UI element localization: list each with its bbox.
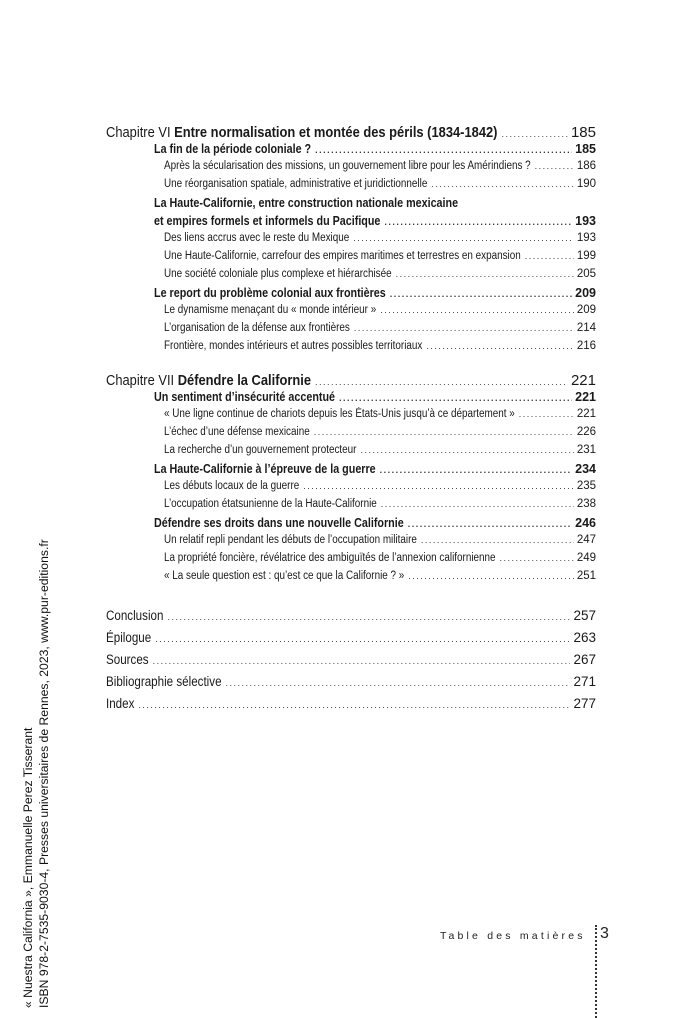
page-number: 221 (570, 372, 596, 389)
leader-dots (303, 481, 574, 491)
subsection-title: Les débuts locaux de la guerre (164, 480, 300, 492)
copyright-sidebar (20, 539, 52, 1008)
toc-chapter-7[interactable] (106, 372, 596, 390)
toc-subsection[interactable] (106, 480, 596, 498)
toc-section[interactable] (106, 516, 596, 534)
toc-subsection[interactable] (106, 570, 596, 588)
subsection-title: Une société coloniale plus complexe et hiérarchisée (164, 268, 392, 280)
toc-subsection[interactable] (106, 408, 596, 426)
table-of-contents (106, 124, 596, 718)
page-number: 267 (573, 652, 596, 667)
folio-page-number: 3 (600, 925, 609, 942)
chapter-label: Chapitre VII (106, 372, 175, 389)
subsection-title: L’échec d’une défense mexicaine (164, 426, 310, 438)
subsection-title: « La seule question est : qu’est ce que la Californie ? » (164, 570, 405, 582)
chapter-label: Chapitre VI (106, 124, 171, 141)
subsection-title: L’occupation étatsunienne de la Haute-Californie (164, 498, 377, 510)
subsection-title: Frontière, mondes intérieurs et autres possibles territoriaux (164, 340, 423, 352)
page-number: 186 (576, 160, 596, 172)
leader-dots (167, 612, 570, 622)
leader-dots (380, 305, 574, 315)
toc-back-epilogue[interactable] (106, 630, 596, 652)
page-number: 190 (576, 178, 596, 190)
leader-dots (519, 409, 574, 419)
page-number: 238 (576, 498, 596, 510)
leader-dots (353, 233, 574, 243)
leader-dots (421, 535, 574, 545)
running-footer-title: Table des matières (440, 930, 586, 942)
page-number: 271 (573, 674, 596, 689)
leader-dots (315, 377, 568, 387)
spacer (106, 588, 596, 608)
page-number: 214 (576, 322, 596, 334)
page-number: 263 (573, 630, 596, 645)
leader-dots (153, 656, 571, 666)
section-title: La fin de la période coloniale ? (154, 142, 312, 156)
leader-dots (354, 323, 574, 333)
toc-back-bibliography[interactable] (106, 674, 596, 696)
toc-subsection[interactable] (106, 322, 596, 340)
leader-dots (396, 269, 574, 279)
section-title-line1: La Haute-Californie, entre construction nationale mexicaine (154, 196, 459, 210)
toc-section[interactable] (106, 390, 596, 408)
toc-section[interactable] (106, 286, 596, 304)
page-number: 277 (573, 696, 596, 711)
section-title: Le report du problème colonial aux frontières (154, 286, 386, 300)
section-title: Défendre ses droits dans une nouvelle Californie (154, 516, 404, 530)
leader-dots (315, 145, 572, 155)
sidebar-line-2: ISBN 978-2-7535-9030-4, Presses universitaires de Rennes, 2023, www.pur-editions.fr (37, 539, 51, 1008)
toc-subsection[interactable] (106, 552, 596, 570)
toc-subsection[interactable] (106, 304, 596, 322)
leader-dots (525, 251, 574, 261)
toc-section-line1[interactable] (106, 196, 596, 214)
toc-subsection[interactable] (106, 534, 596, 552)
toc-back-conclusion[interactable] (106, 608, 596, 630)
toc-subsection[interactable] (106, 232, 596, 250)
page-number: 221 (575, 390, 596, 404)
leader-dots (535, 161, 574, 171)
toc-subsection[interactable] (106, 340, 596, 358)
section-title: Un sentiment d’insécurité accentué (154, 390, 336, 404)
leader-dots (381, 499, 574, 509)
page-number: 185 (575, 142, 596, 156)
leader-dots (226, 678, 571, 688)
back-matter-title: Index (106, 696, 135, 711)
page-number: 226 (576, 426, 596, 438)
leader-dots (408, 519, 572, 529)
leader-dots (314, 427, 574, 437)
subsection-title: La propriété foncière, révélatrice des ambiguïtés de l’annexion californienne (164, 552, 496, 564)
page-number: 199 (576, 250, 596, 262)
chapter-title: Défendre la Californie (177, 372, 312, 389)
leader-dots (500, 553, 574, 563)
leader-dots (360, 445, 573, 455)
leader-dots (431, 179, 573, 189)
leader-dots (408, 571, 574, 581)
subsection-title: L’organisation de la défense aux frontières (164, 322, 350, 334)
page-number: 251 (576, 570, 596, 582)
toc-subsection[interactable] (106, 178, 596, 196)
toc-subsection[interactable] (106, 426, 596, 444)
toc-subsection[interactable] (106, 444, 596, 462)
leader-dots (138, 700, 570, 710)
page-number: 246 (575, 516, 596, 530)
section-title: La Haute-Californie à l’épreuve de la guerre (154, 462, 376, 476)
subsection-title: Un relatif repli pendant les débuts de l’occupation militaire (164, 534, 417, 546)
page-number: 221 (576, 408, 596, 420)
page-number: 249 (576, 552, 596, 564)
toc-section[interactable] (106, 462, 596, 480)
page-number: 257 (573, 608, 596, 623)
page-number: 193 (576, 232, 596, 244)
leader-dots (390, 289, 572, 299)
subsection-title: Après la sécularisation des missions, un gouvernement libre pour les Amérindiens ? (164, 160, 531, 172)
back-matter-title: Sources (106, 652, 149, 667)
page-number: 209 (576, 304, 596, 316)
page-number: 216 (576, 340, 596, 352)
page-number: 231 (576, 444, 596, 456)
page-number: 234 (575, 462, 596, 476)
leader-dots (501, 129, 568, 139)
back-matter-title: Conclusion (106, 608, 164, 623)
toc-subsection[interactable] (106, 160, 596, 178)
subsection-title: La recherche d’un gouvernement protecteur (164, 444, 357, 456)
leader-dots (155, 634, 570, 644)
toc-subsection[interactable] (106, 250, 596, 268)
footer-dotted-rule (595, 925, 597, 1018)
subsection-title: Le dynamisme menaçant du « monde intérieur » (164, 304, 377, 316)
back-matter-title: Épilogue (106, 630, 152, 645)
toc-section[interactable] (106, 142, 596, 160)
sidebar-line-1: « Nuestra California », Emmanuelle Perez Tisserant (21, 727, 35, 1008)
page-number: 205 (576, 268, 596, 280)
page-number: 247 (576, 534, 596, 546)
subsection-title: « Une ligne continue de chariots depuis les États-Unis jusqu’à ce département » (164, 408, 515, 420)
subsection-title: Une Haute-Californie, carrefour des empires maritimes et terrestres en expansion (164, 250, 521, 262)
page-number: 235 (576, 480, 596, 492)
leader-dots (384, 217, 572, 227)
toc-section-line2[interactable] (106, 214, 596, 232)
chapter-title: Entre normalisation et montée des périls (1834-1842) (174, 124, 498, 141)
back-matter-title: Bibliographie sélective (106, 674, 222, 689)
leader-dots (380, 465, 573, 475)
toc-chapter-6[interactable] (106, 124, 596, 142)
toc-back-index[interactable] (106, 696, 596, 718)
toc-back-sources[interactable] (106, 652, 596, 674)
subsection-title: Des liens accrus avec le reste du Mexique (164, 232, 350, 244)
toc-subsection[interactable] (106, 498, 596, 516)
leader-dots (426, 341, 573, 351)
section-title-line2: et empires formels et informels du Pacifique (154, 214, 381, 228)
toc-subsection[interactable] (106, 268, 596, 286)
page-number: 193 (575, 214, 596, 228)
page-number: 185 (570, 124, 596, 141)
page-number: 209 (575, 286, 596, 300)
leader-dots (339, 393, 572, 403)
spacer (106, 358, 596, 372)
subsection-title: Une réorganisation spatiale, administrative et juridictionnelle (164, 178, 428, 190)
